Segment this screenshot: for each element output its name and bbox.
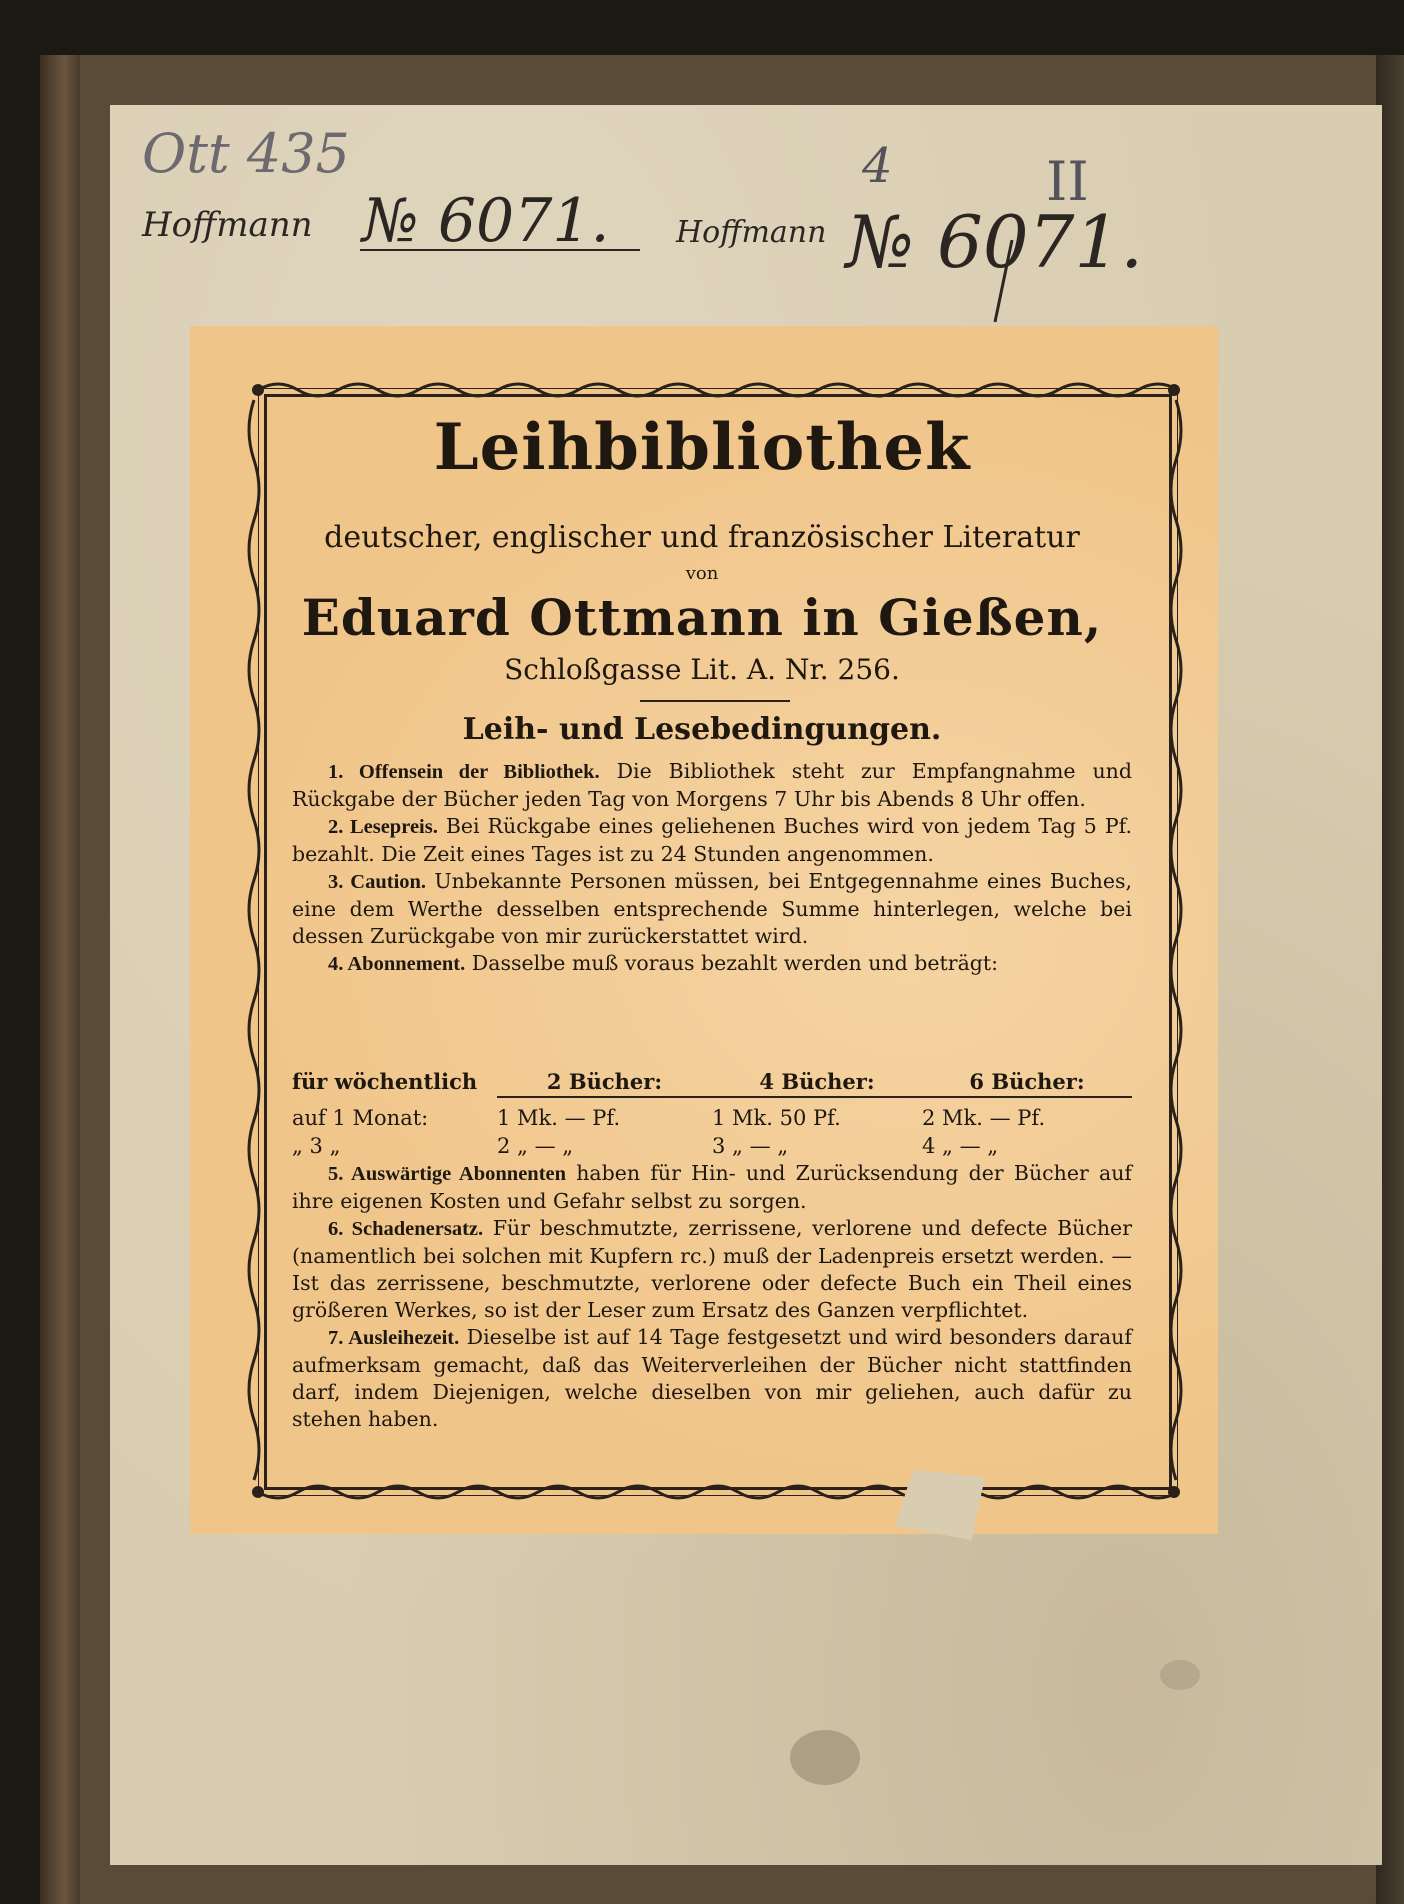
handwritten-number-left: № 6071. bbox=[362, 186, 610, 256]
rule-5: 5. Auswärtige Abonnenten haben für Hin- und Zurücksendung der Bücher auf ihre eigenen Kosten und Gefahr selbst zu sorgen. bbox=[292, 1161, 1132, 1213]
handwritten-mark-b: II bbox=[1046, 150, 1089, 213]
publisher-name: Eduard Ottmann in Gießen, bbox=[301, 588, 1103, 647]
library-subtitle: deutscher, englischer und französischer Literatur bbox=[324, 520, 1080, 555]
rule-6: 6. Schadenersatz. Für beschmutzte, zerrissene, verlorene und defecte Bücher (namentlich bei solchen mit Kupfern rc.) muß der Ladenpreis ersetzt werden. — Ist das zerrissene, beschmutzte, verlorene oder defecte Buch ein Theil eines größeren Werkes, so ist der Leser zum Ersatz des Ganzen verpflichtet. bbox=[292, 1216, 1132, 1322]
library-title: Leihbibliothek bbox=[433, 410, 971, 485]
von-text: von bbox=[685, 563, 719, 584]
rule-7: 7. Ausleihezeit. Dieselbe ist auf 14 Tage festgesetzt und wird besonders darauf aufmerksam gemacht, daß das Weiterverleihen der Bücher nicht stattfinden darf, indem Diejenigen, welche dieselben von mir geliehen, auch dafür zu stehen haben. bbox=[292, 1325, 1132, 1431]
shelfmark: Ott 435 bbox=[142, 122, 350, 185]
rule-2: 2. Lesepreis. Bei Rückgabe eines geliehenen Buches wird von jedem Tag 5 Pf. bezahlt. Die Zeit eines Tages ist zu 24 Stunden angenommen. bbox=[292, 814, 1132, 866]
conditions-heading: Leih- und Lesebedingungen. bbox=[462, 712, 942, 747]
table-header: für wöchentlich 2 Bücher: 4 Bücher: 6 Bücher: bbox=[292, 1068, 1132, 1098]
conditions-list-continued bbox=[292, 1160, 1132, 1433]
handwritten-name-right: Hoffmann bbox=[676, 215, 827, 250]
rule-1: 1. Offensein der Bibliothek. Die Bibliothek steht zur Empfangnahme und Rückgabe der Bücher jeden Tag von Morgens 7 Uhr bis Abends 8 Uhr offen. bbox=[292, 759, 1132, 811]
table-row: „ 3 „ 2 „ — „ 3 „ — „ 4 „ — „ bbox=[292, 1134, 999, 1158]
rule-4: 4. Abonnement. Dasselbe muß voraus bezahlt werden und beträgt: bbox=[328, 951, 999, 975]
conditions-list bbox=[292, 758, 1132, 978]
publisher-address: Schloßgasse Lit. A. Nr. 256. bbox=[504, 653, 900, 686]
handwritten-number-right: № 6071. bbox=[846, 200, 1144, 284]
handwritten-name-left: Hoffmann bbox=[142, 205, 313, 245]
table-row: auf 1 Monat: 1 Mk. — Pf. 1 Mk. 50 Pf. 2 Mk. — Pf. bbox=[292, 1106, 1046, 1130]
subscription-table bbox=[292, 1068, 1132, 1160]
handwritten-mark-a: 4 bbox=[862, 138, 893, 194]
rule-3: 3. Caution. Unbekannte Personen müssen, bei Entgegennahme eines Buches, eine dem Werthe desselben entsprechende Summe hinterlegen, welche bei dessen Zurückgabe von mir zurückerstattet wird. bbox=[292, 869, 1132, 948]
divider bbox=[640, 700, 790, 702]
